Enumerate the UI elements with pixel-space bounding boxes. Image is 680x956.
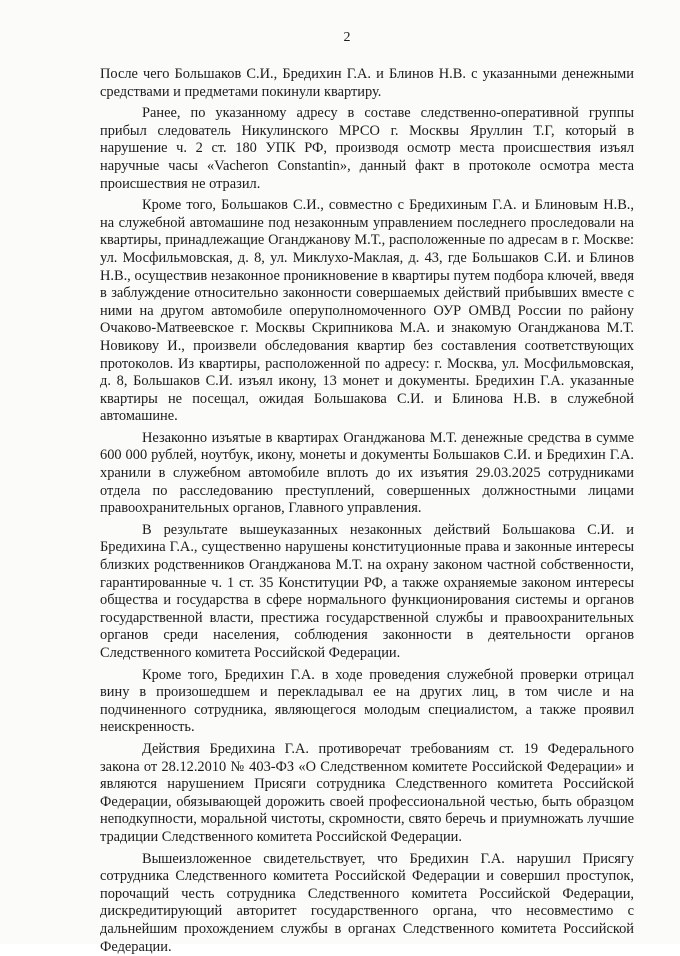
- paragraph-rights-violations: В результате вышеуказанных незаконных действий Большакова С.И. и Бредихина Г.А., существенно нарушены конституционные права и законные интересы близких родственников Оганджанова М.Т. на охрану законом частной собственности, гарантированные ч. 1 ст. 35 Конституции РФ, а также охраняемые законом интересы общества и государства в сфере нормального функционирования системы и органов государственной власти, престижа государственной службы и правоохранительных органов среди населения, соблюдения законности в деятельности органов Следственного комитета Российской Федерации.: [100, 521, 634, 661]
- page-number: 2: [343, 30, 351, 45]
- paragraph-conclusion: Вышеизложенное свидетельствует, что Бредихин Г.А. нарушил Присягу сотрудника Следственного комитета Российской Федерации и совершил проступок, порочащий честь сотрудника Следственного комитета Российской Федерации, дискредитирующий авторитет государственного органа, что несовместимо с дальнейшим прохождением службы в органах Следственного комитета Российской Федерации.: [100, 850, 634, 955]
- paragraph-departure: После чего Большаков С.И., Бредихин Г.А. и Блинов Н.В. с указанными денежными средствами и предметами покинули квартиру.: [100, 66, 634, 100]
- paragraph-investigator-seizure: Ранее, по указанному адресу в составе следственно-оперативной группы прибыл следователь Никулинского МРСО г. Москвы Яруллин Т.Г, который в нарушение ч. 2 ст. 180 УПК РФ, производя осмотр места происшествия изъял наручные часы «Vacheron Constantin», данный факт в протоколе осмотра места происшествия не отразил.: [100, 105, 634, 192]
- paragraph-seized-items: Незаконно изъятые в квартирах Оганджанова М.Т. денежные средства в сумме 600 000 рублей, ноутбук, икону, монеты и документы Большаков С.И. и Бредихин Г.А. хранили в служебном автомобиле вплоть до их изъятия 29.03.2025 сотрудниками отдела по расследованию преступлений, совершенных должностными лицами правоохранительных органов, Главного управления.: [100, 429, 634, 517]
- paragraph-oath-violation: Действия Бредихина Г.А. противоречат требованиям ст. 19 Федерального закона от 28.12.2010 № 403-ФЗ «О Следственном комитете Российской Федерации» и являются нарушением Присяги сотрудника Следственного комитета Российской Федерации, обязывающей дорожить своей профессиональной честью, быть образцом неподкупности, моральной чистоты, скромности, свято беречь и приумножать лучшие традиции Следственного комитета Российской Федерации.: [100, 740, 634, 845]
- paragraph-apartment-searches: Кроме того, Большаков С.И., совместно с Бредихиным Г.А. и Блиновым Н.В., на служебной автомашине под незаконным управлением последнего проследовали на квартиры, принадлежащие Оганджанову М.Т., расположенные по адресам в г. Москве: ул. Мосфильмовская, д. 8, ул. Миклухо-Маклая, д. 43, где Большаков С.И. и Блинов Н.В., осуществив незаконное проникновение в квартиры путем подбора ключей, введя в заблуждение относительно законности совершаемых действий прибывших вместе с ними на другом автомобиле оперуполномоченного ОУР ОМВД России по району Очаково-Матвеевское г. Москвы Скрипникова М.А. и знакомую Оганджанова М.Т. Новикову И., произвели обследования квартир без составления соответствующих протоколов. Из квартиры, расположенной по адресу: г. Москва, ул. Мосфильмовская, д. 8, Большаков С.И. изъял икону, 13 монет и документы. Бредихин Г.А. указанные квартиры не посещал, ожидая Большакова С.И. и Блинова Н.В. в служебной автомашине.: [100, 197, 634, 425]
- paragraph-denial-of-guilt: Кроме того, Бредихин Г.А. в ходе проведения служебной проверки отрицал вину в произошедшем и перекладывал ее на других лиц, в том числе и на подчиненного сотрудника, являющегося молодым специалистом, а также проявил неискренность.: [100, 666, 634, 736]
